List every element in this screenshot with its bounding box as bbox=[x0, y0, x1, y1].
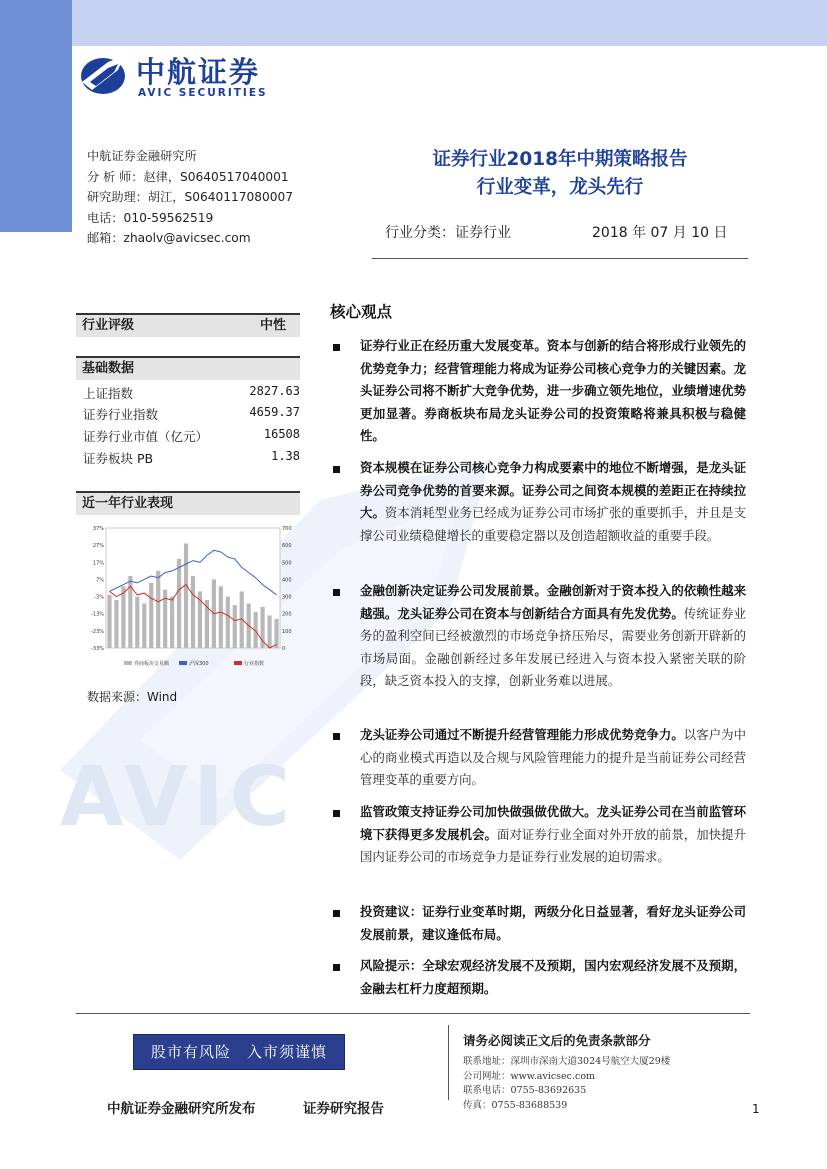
y-right-tick-label: 400 bbox=[282, 577, 292, 584]
email-line: 邮箱：zhaolv@avicsec.com bbox=[87, 231, 251, 245]
core-point-bold: 证券行业正在经历重大发展变革。资本与创新的结合将形成行业领先的优势竞争力；经营管理能力将成为证券公司核心竞争力的关键因素。龙头证券公司将不断扩大竞争优势，进一步确立领先地位，业绩增速优势更加显著。券商板块布局龙头证券公司的投资策略将兼具积极与稳健性。 bbox=[360, 338, 746, 443]
volume-bar bbox=[107, 595, 111, 648]
volume-bar bbox=[170, 597, 174, 648]
core-point-text: 面对证券行业全面对外开放的前景，加快提升国内证券公司的市场竞争力是证券行业发展的迫切需求。 bbox=[360, 826, 747, 864]
report-type: 证券研究报告 bbox=[303, 1101, 384, 1117]
top-banner bbox=[0, 0, 827, 46]
core-point bbox=[360, 457, 746, 547]
report-subtitle: 行业变革，龙头先行 bbox=[476, 177, 644, 198]
kv-row bbox=[83, 427, 300, 445]
disclaimer-link[interactable]: 请务必阅读正文后的免责条款部分 bbox=[463, 1033, 651, 1048]
left-banner bbox=[0, 0, 72, 232]
core-point bbox=[360, 580, 746, 693]
kv-key: 证券行业市值（亿元） bbox=[83, 429, 209, 444]
core-point bbox=[360, 955, 746, 1000]
core-point-bold: 投资建议：证券行业变革时期，两级分化日益显著，看好龙头证券公司发展前景，建议逢低布局。 bbox=[360, 904, 746, 942]
y-right-tick-label: 100 bbox=[282, 628, 292, 635]
kv-value: 1.38 bbox=[271, 449, 300, 463]
core-point bbox=[360, 901, 746, 946]
volume-bar bbox=[219, 586, 223, 648]
volume-bar bbox=[226, 597, 230, 648]
y-left-tick-label: 7% bbox=[96, 577, 104, 584]
core-point-bold: 金融创新决定证券公司发展前景。金融创新对于资本投入的依赖性越来越强。龙头证券公司在资本与创新结合方面具有先发优势。 bbox=[360, 583, 746, 621]
basic-data-header bbox=[76, 356, 300, 380]
core-point-bold: 资本规模在证券公司核心竞争力构成要素中的地位不断增强，是龙头证券公司竞争优势的首要来源。证券公司之间资本规模的差距正在持续拉大。 bbox=[360, 460, 746, 520]
bullet-icon bbox=[333, 344, 340, 351]
bullet-icon bbox=[333, 733, 340, 740]
report-title: 证券行业2018年中期策略报告 bbox=[432, 149, 688, 170]
rating-bar bbox=[76, 313, 300, 337]
core-point-text: 以客户为中心的商业模式再造以及合规与风险管理能力的提升是当前证券公司经营管理变革的重要方向。 bbox=[360, 727, 747, 787]
brand-logo bbox=[78, 50, 288, 100]
brand-name-en: AVIC SECURITIES bbox=[138, 87, 268, 99]
analyst-line: 分 析 师：赵律，S0640517040001 bbox=[87, 169, 289, 184]
core-point bbox=[360, 801, 746, 869]
basic-data-title: 基础数据 bbox=[82, 361, 135, 376]
contact-website[interactable]: 公司网址：www.avicsec.com bbox=[463, 1070, 596, 1082]
volume-bar bbox=[121, 586, 125, 648]
contact-info bbox=[463, 1055, 670, 1113]
core-point-bold: 监管政策支持证券公司加快做强做优做大。龙头证券公司在当前监管环境下获得更多发展机会。 bbox=[360, 804, 746, 842]
volume-bar bbox=[149, 583, 153, 648]
core-point-bold: 龙头证券公司通过不断提升经营管理能力形成优势竞争力。 bbox=[360, 727, 684, 742]
legend-label: 行业指数 bbox=[244, 661, 265, 667]
performance-chart bbox=[84, 520, 300, 670]
y-right-tick-label: 0 bbox=[282, 646, 286, 652]
report-title-block bbox=[360, 146, 760, 202]
volume-bar bbox=[184, 543, 188, 648]
institute-name: 中航证券金融研究所 bbox=[87, 149, 197, 163]
avic-emblem-icon bbox=[78, 52, 128, 96]
bullet-icon bbox=[333, 910, 340, 917]
volume-bar bbox=[267, 615, 271, 648]
bullet-icon bbox=[333, 810, 340, 817]
phone-line: 电话：010-59562519 bbox=[87, 210, 214, 225]
performance-header bbox=[76, 491, 300, 515]
kv-value: 4659.37 bbox=[249, 405, 300, 419]
contact-fax: 传真：0755-83688539 bbox=[463, 1099, 568, 1111]
kv-row bbox=[83, 405, 300, 423]
contact-phone: 联系电话：0755-83692635 bbox=[463, 1085, 587, 1096]
y-right-tick-label: 200 bbox=[282, 611, 292, 618]
y-left-tick-label: -33% bbox=[91, 646, 104, 652]
kv-key: 证券板块 PB bbox=[83, 451, 154, 466]
y-left-tick-label: 27% bbox=[92, 543, 104, 550]
volume-bar bbox=[177, 559, 181, 648]
y-left-tick-label: 17% bbox=[92, 560, 104, 567]
page-number: 1 bbox=[752, 1102, 760, 1116]
header-divider bbox=[372, 258, 748, 259]
kv-row bbox=[83, 449, 300, 467]
y-left-tick-label: -23% bbox=[91, 628, 104, 635]
rating-label: 行业评级 bbox=[82, 318, 135, 333]
performance-title: 近一年行业表现 bbox=[82, 496, 174, 511]
core-point-text: 资本消耗型业务已经成为证券公司市场扩张的重要抓手，并且是支撑公司业绩稳健增长的重要稳定器以及创造超额收益的重要手段。 bbox=[360, 505, 747, 543]
core-point-bold: 风险提示：全球宏观经济发展不及预期，国内宏观经济发展不及预期，金融去杠杆力度超预期。 bbox=[360, 958, 746, 996]
report-date: 2018 年 07 月 10 日 bbox=[592, 225, 728, 241]
bullet-icon bbox=[333, 964, 340, 971]
contact-address: 联系地址：深圳市深南大道3024号航空大厦29楼 bbox=[463, 1056, 671, 1067]
bullet-icon bbox=[333, 466, 340, 473]
legend-label: 沪深300 bbox=[189, 661, 209, 667]
bullet-icon bbox=[333, 589, 340, 596]
analyst-info bbox=[87, 146, 317, 249]
publisher: 中航证券金融研究所发布 bbox=[107, 1101, 256, 1117]
kv-value: 2827.63 bbox=[249, 384, 300, 398]
legend-label: 券商板块交易额 bbox=[134, 661, 170, 667]
volume-bar bbox=[261, 607, 265, 648]
svg-text:AVIC: AVIC bbox=[60, 750, 297, 845]
y-left-tick-label: -13% bbox=[91, 611, 104, 618]
core-point bbox=[360, 724, 746, 792]
y-left-tick-label: 37% bbox=[92, 526, 104, 532]
y-left-tick-label: -3% bbox=[94, 594, 104, 601]
volume-bar bbox=[233, 605, 237, 648]
y-right-tick-label: 700 bbox=[282, 526, 292, 532]
kv-key: 上证指数 bbox=[83, 386, 134, 401]
y-right-tick-label: 600 bbox=[282, 543, 292, 550]
kv-key: 证券行业指数 bbox=[83, 407, 159, 422]
rating-value: 中性 bbox=[260, 318, 287, 333]
y-right-tick-label: 300 bbox=[282, 594, 292, 601]
core-title: 核心观点 bbox=[330, 303, 393, 321]
volume-bar bbox=[135, 597, 139, 648]
kv-value: 16508 bbox=[263, 427, 300, 441]
core-point-text: 传统证券业务的盈利空间已经被激烈的市场竞争挤压殆尽，需要业务创新开辟新的市场局面。金融创新经过多年发展已经进入与资本投入紧密关联的阶段，缺乏资本投入的支撑，创新业务难以进展。 bbox=[360, 605, 747, 688]
volume-bar bbox=[142, 603, 146, 648]
core-point bbox=[360, 335, 746, 448]
volume-bar bbox=[274, 619, 278, 648]
risk-slogan: 股市有风险 入市须谨慎 bbox=[133, 1034, 345, 1070]
data-source: 数据来源：Wind bbox=[87, 690, 178, 704]
legend-swatch bbox=[234, 661, 242, 665]
brand-name-cn: 中航证券 bbox=[136, 55, 261, 89]
industry-category: 行业分类：证券行业 bbox=[385, 225, 511, 241]
legend-swatch bbox=[124, 661, 132, 665]
volume-bar bbox=[114, 600, 118, 648]
legend-swatch bbox=[179, 661, 187, 665]
y-right-tick-label: 500 bbox=[282, 560, 292, 567]
volume-bar bbox=[191, 576, 195, 648]
kv-row bbox=[83, 384, 300, 402]
footer-divider bbox=[76, 1013, 750, 1014]
footer-separator bbox=[448, 1025, 449, 1100]
volume-bar bbox=[156, 571, 160, 648]
assistant-line: 研究助理：胡江，S0640117080007 bbox=[87, 190, 294, 204]
